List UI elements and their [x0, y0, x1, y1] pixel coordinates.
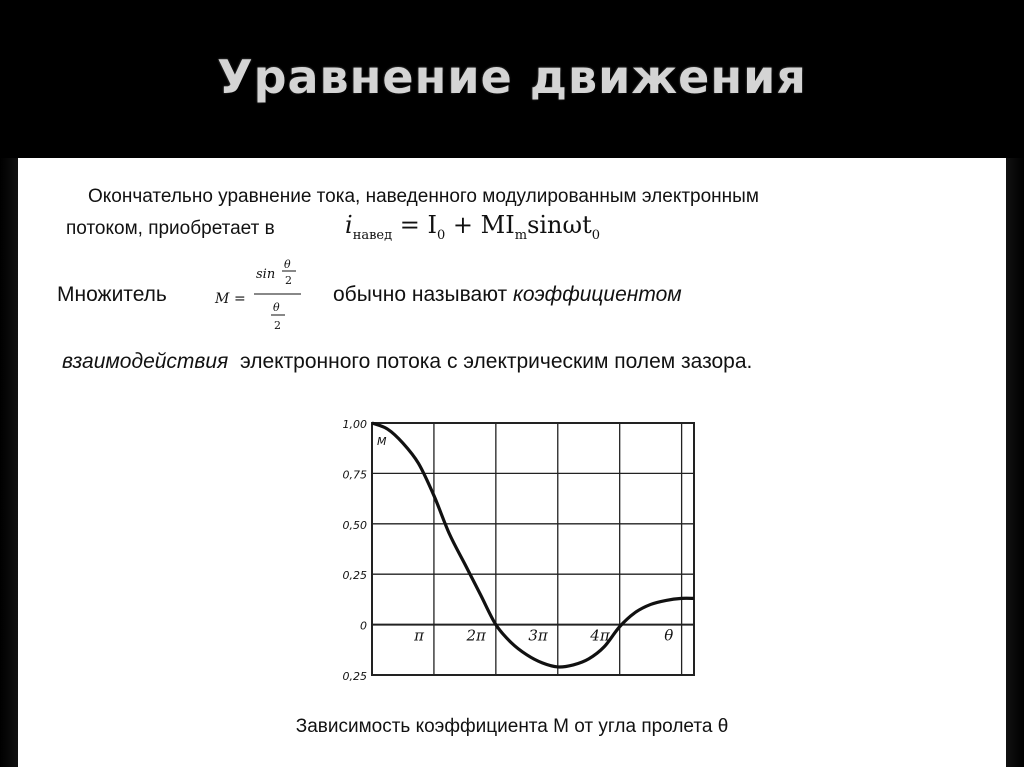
paragraph-line-4 [62, 350, 752, 374]
m-num-sin: sin [256, 267, 276, 282]
m-den-theta: θ [273, 301, 280, 314]
formula-eq: = [399, 211, 420, 239]
series-label: M [377, 435, 387, 448]
y-tick-label: 0,25 [342, 569, 367, 583]
x-tick-label: 4π [590, 626, 610, 645]
line4-italic: взаимодействия [62, 350, 229, 373]
paragraph-line-2: потоком, приобретает в [66, 218, 275, 239]
right-shadow [1006, 158, 1024, 767]
m-den-two: 2 [274, 319, 281, 332]
chart [322, 405, 712, 695]
y-tick-label: 0,25 [342, 670, 367, 683]
m-num-theta: θ [284, 258, 291, 271]
m-eq: = [234, 291, 246, 307]
multiplier-text-plain: обычно называют [333, 283, 508, 306]
chart-caption: Зависимость коэффициента M от угла пролета θ [295, 716, 729, 737]
x-axis-label: θ [664, 626, 674, 645]
formula-term1: I [427, 211, 437, 239]
x-tick-label: 3π [528, 626, 548, 645]
formula-term3-sub: 0 [591, 227, 601, 243]
y-tick-label: 0,75 [342, 468, 367, 482]
formula-plus: + [452, 211, 474, 239]
multiplier-text-italic: коэффициентом [512, 283, 682, 306]
m-formula [212, 254, 312, 340]
formula-lhs-sub: навед [352, 227, 393, 243]
y-tick-label: 0,50 [342, 518, 367, 532]
paragraph-line-1: Окончательно уравнение тока, наведенного модулированным электронным [88, 186, 759, 207]
multiplier-text [333, 283, 682, 307]
m-lhs: M [215, 291, 230, 307]
y-tick-label: 1,00 [342, 418, 367, 431]
m-num-two: 2 [285, 274, 292, 287]
line4-plain: электронного потока с электрическим полем зазора. [239, 350, 753, 373]
formula-term2-sub: m [514, 227, 528, 243]
y-tick-labels [343, 418, 368, 683]
slide-title: Уравнение движения [217, 50, 807, 104]
y-tick-label: 0 [360, 619, 367, 633]
formula-term3: sinωt [527, 211, 592, 239]
formula-term2: MI [480, 211, 515, 239]
formula-term1-sub: 0 [437, 227, 446, 243]
x-tick-label: 2π [466, 626, 486, 645]
title-bar [0, 0, 1024, 158]
current-formula [345, 211, 600, 243]
left-shadow [0, 158, 18, 767]
x-tick-label: π [414, 626, 424, 645]
formula-lhs: i [345, 211, 353, 239]
multiplier-label: Множитель [57, 283, 167, 306]
